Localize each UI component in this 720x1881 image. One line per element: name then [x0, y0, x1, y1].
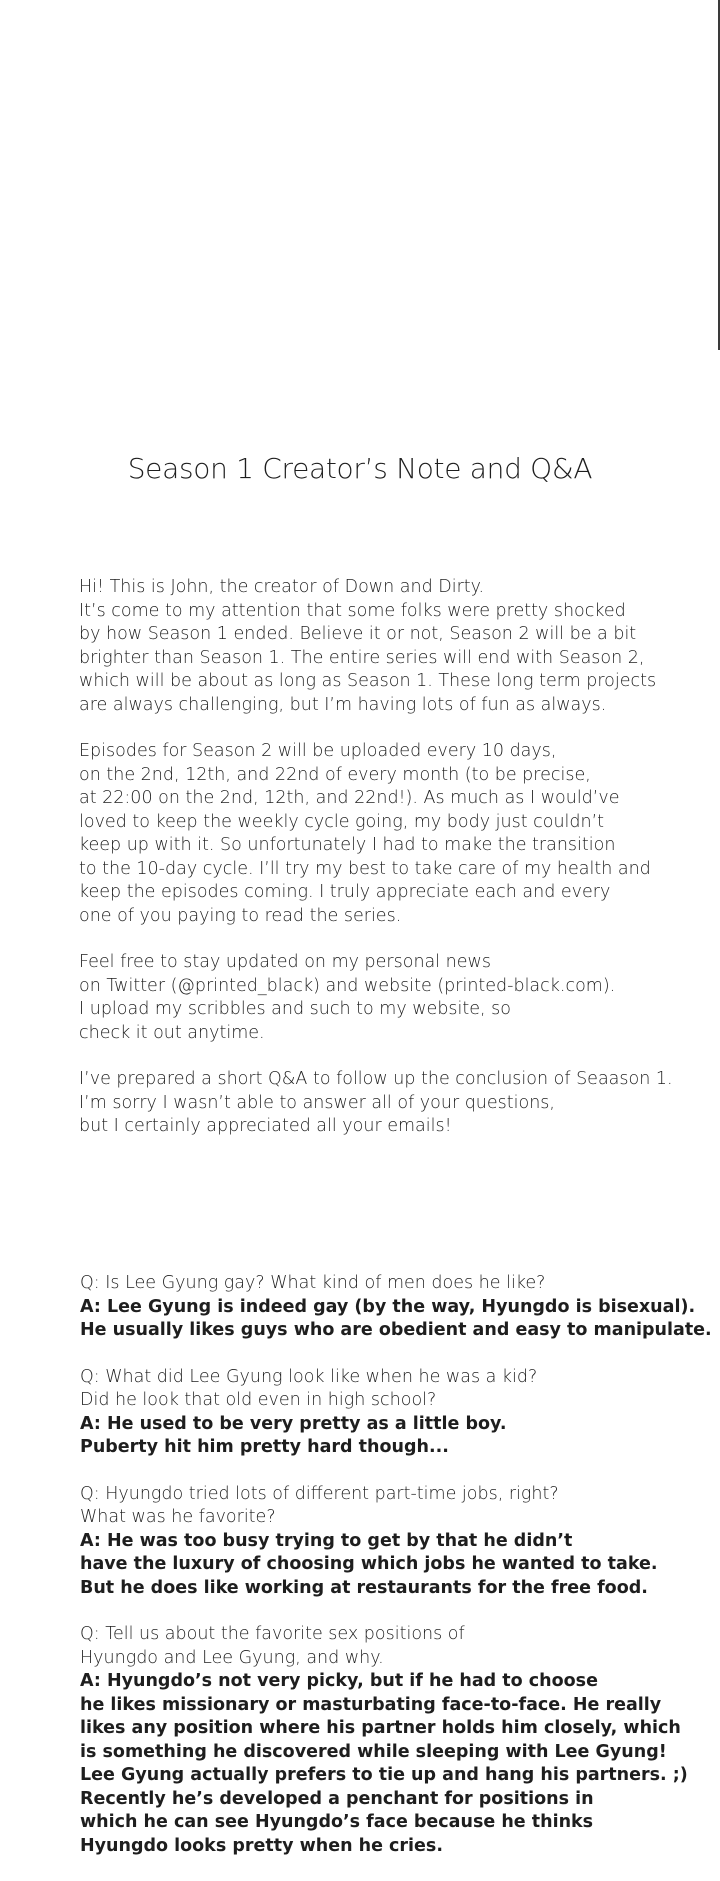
question-line: Q: Hyungdo tried lots of different part-time jobs, right? [80, 1483, 559, 1504]
qa-item [80, 1272, 712, 1343]
note-line: but I certainly appreciated all your emails! [79, 1116, 452, 1136]
question-line: Did he look that old even in high school? [80, 1390, 437, 1410]
answer-line: He usually likes guys who are obedient and easy to manipulate. [80, 1320, 712, 1340]
note-line: by how Season 1 ended. Believe it or not, Season 2 will be a bit [79, 624, 637, 644]
qa-item [80, 1483, 700, 1601]
creator-note [79, 576, 699, 1162]
note-paragraph [79, 740, 699, 928]
answer-line: have the luxury of choosing which jobs he wanted to take. [80, 1554, 658, 1574]
answer [80, 1413, 700, 1460]
answer-line: A: Hyungdo’s not very picky, but if he had to choose [80, 1671, 598, 1691]
answer-line: A: Lee Gyung is indeed gay (by the way, Hyungdo is bisexual). [80, 1296, 696, 1317]
note-line: check it out anytime. [79, 1022, 265, 1043]
qa-section [80, 1272, 712, 1881]
question [80, 1366, 700, 1413]
note-line: Hi! This is John, the creator of Down and Dirty. [79, 577, 485, 597]
answer-line: Lee Gyung actually prefers to tie up and hang his partners. ;) [80, 1765, 688, 1785]
note-paragraph [79, 1068, 699, 1139]
note-line: brighter than Season 1. The entire series will end with Season 2, [79, 647, 645, 668]
question [80, 1483, 700, 1530]
answer-line: likes any position where his partner holds him closely, which [80, 1718, 681, 1738]
note-line: to the 10-day cycle. I’ll try my best to take care of my health and [79, 858, 651, 879]
answer-line: Puberty hit him pretty hard though... [80, 1437, 449, 1457]
answer-line: is something he discovered while sleeping with Lee Gyung! [80, 1741, 667, 1762]
answer [80, 1530, 700, 1601]
note-line: I’ve prepared a short Q&A to follow up the conclusion of Seaason 1. [79, 1069, 673, 1089]
note-paragraph [79, 576, 699, 717]
note-line: I’m sorry I wasn’t able to answer all of your questions, [79, 1092, 555, 1113]
note-line: on the 2nd, 12th, and 22nd of every month (to be precise, [79, 764, 591, 785]
note-line: Episodes for Season 2 will be uploaded every 10 days, [79, 741, 557, 761]
answer [80, 1670, 700, 1858]
question-line: What was he favorite? [80, 1507, 276, 1527]
answer-line: A: He was too busy trying to get by that he didn’t [80, 1530, 573, 1551]
question [80, 1623, 700, 1670]
note-line: Feel free to stay updated on my personal news [79, 952, 491, 972]
note-line: loved to keep the weekly cycle going, my body just couldn’t [79, 811, 605, 832]
answer-line: A: He used to be very pretty as a little boy. [80, 1413, 507, 1434]
qa-item [80, 1623, 700, 1858]
answer-line: he likes missionary or masturbating face-to-face. He really [80, 1694, 662, 1715]
answer-line: which he can see Hyungdo’s face because he thinks [80, 1812, 594, 1832]
question-line: Q: What did Lee Gyung look like when he was a kid? [80, 1366, 538, 1387]
question [80, 1272, 700, 1296]
question-line: Q: Tell us about the favorite sex positions of [80, 1624, 465, 1644]
question-line: Hyungdo and Lee Gyung, and why. [80, 1647, 384, 1668]
answer-line: Hyungdo looks pretty when he cries. [80, 1835, 443, 1856]
answer [80, 1296, 712, 1343]
note-line: I upload my scribbles and such to my website, so [79, 999, 511, 1019]
qa-item [80, 1366, 700, 1460]
question-line: Q: Is Lee Gyung gay? What kind of men does he like? [80, 1273, 546, 1293]
note-line: keep up with it. So unfortunately I had to make the transition [79, 835, 616, 855]
note-line: one of you paying to read the series. [79, 905, 402, 926]
note-line: which will be about as long as Season 1. These long term projects [79, 671, 657, 691]
answer-line: Recently he’s developed a penchant for positions in [80, 1788, 594, 1809]
note-line: on Twitter (@printed_black) and website (printed-black.com). [79, 975, 616, 996]
note-line: at 22:00 on the 2nd, 12th, and 22nd!). As much as I would’ve [79, 788, 620, 808]
page-title: Season 1 Creator’s Note and Q&A [127, 452, 593, 485]
note-paragraph [79, 951, 699, 1045]
answer-line: But he does like working at restaurants for the free food. [80, 1577, 648, 1598]
note-line: It’s come to my attention that some folks were pretty shocked [79, 600, 626, 621]
note-line: are always challenging, but I’m having lots of fun as always. [79, 694, 607, 715]
note-line: keep the episodes coming. I truly appreciate each and every [79, 882, 611, 902]
